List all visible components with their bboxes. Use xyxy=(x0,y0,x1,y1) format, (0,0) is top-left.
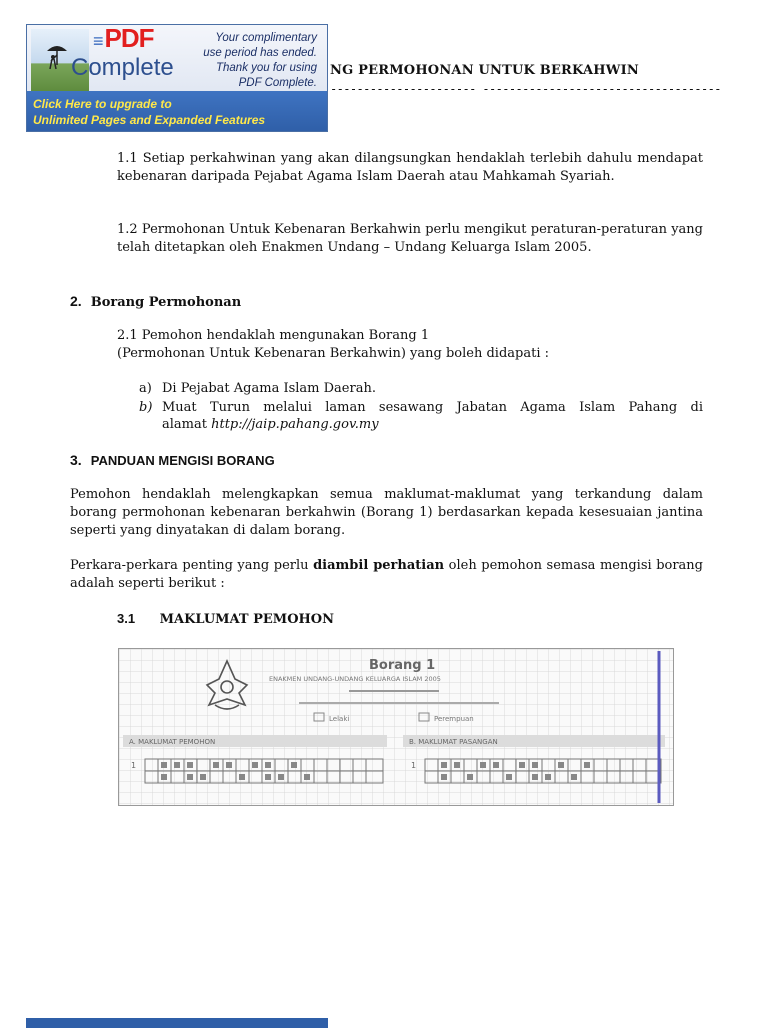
section-b-label: B. MAKLUMAT PASANGAN xyxy=(409,738,498,746)
trial-message-line: PDF Complete. xyxy=(238,77,317,89)
para-text: Perkara-perkara penting yang perlu xyxy=(70,558,314,573)
address-prefix: alamat xyxy=(162,417,212,432)
option-female: Perempuan xyxy=(434,715,474,723)
upgrade-link-line[interactable]: Unlimited Pages and Expanded Features xyxy=(33,113,266,127)
trial-message-line: use period has ended. xyxy=(203,47,317,59)
page-title: NG PERMOHONAN UNTUK BERKAHWIN xyxy=(330,63,639,78)
svg-text:1: 1 xyxy=(411,761,417,770)
borang-1-form-image xyxy=(118,648,674,806)
section-3-heading xyxy=(70,451,275,471)
subsection-3-1-heading xyxy=(117,610,334,629)
underline-right: ------------------------------------ xyxy=(482,82,721,96)
list-marker: b) xyxy=(139,400,153,415)
form-grid-graphic xyxy=(119,649,673,805)
section-3-paragraph-2 xyxy=(70,557,703,593)
list-marker: a) xyxy=(139,381,152,396)
pdf-logo xyxy=(93,24,154,53)
section-number: 3. xyxy=(70,452,82,468)
list-item: Muat Turun melalui laman sesawang Jabatan Agama Islam Pahang di xyxy=(162,400,703,415)
section-2-heading xyxy=(70,292,241,312)
underline-left: ---------------------- xyxy=(330,82,476,96)
section-number: 2. xyxy=(70,293,82,309)
svg-text:1: 1 xyxy=(131,761,137,770)
list-item: Di Pejabat Agama Islam Daerah. xyxy=(162,381,376,396)
upgrade-banner[interactable] xyxy=(26,24,328,132)
item-1-1: 1.1 Setiap perkahwinan yang akan dilangsungkan hendaklah terlebih dahulu mendapat kebenaran daripada Pejabat Agama Islam Daerah atau Mahkamah Syariah. xyxy=(117,151,703,184)
title-underline xyxy=(330,80,721,98)
section-3-paragraph-1: Pemohon hendaklah melengkapkan semua maklumat-maklumat yang terkandung dalam borang permohonan kebenaran berkahwin (Borang 1) berdasarkan kepada kesesuaian jantina seperti yang dinyatakan di dalam borang. xyxy=(70,487,703,538)
form-subtitle: ENAKMEN UNDANG-UNDANG KELUARGA ISLAM 2005 xyxy=(269,675,441,683)
jaip-url-link[interactable]: http://jaip.pahang.gov.my xyxy=(211,417,379,432)
option-male: Lelaki xyxy=(329,715,350,723)
trial-message-line: Thank you for using xyxy=(215,62,317,74)
form-title: Borang 1 xyxy=(369,658,436,673)
subsection-title: MAKLUMAT PEMOHON xyxy=(159,612,335,627)
para-text: oleh pemohon semasa mengisi borang adalah seperti berikut : xyxy=(70,558,704,591)
complete-logo-text: Complete xyxy=(71,54,174,81)
list-item-continuation xyxy=(162,416,379,434)
upgrade-link-line[interactable]: Click Here to upgrade to xyxy=(33,97,172,111)
upgrade-banner-bottom xyxy=(26,1018,328,1028)
subsection-number: 3.1 xyxy=(117,611,136,626)
section-a-label: A. MAKLUMAT PEMOHON xyxy=(129,738,216,746)
upgrade-link[interactable] xyxy=(27,91,327,131)
stack-icon: ≡ xyxy=(93,31,103,51)
item-1-2: 1.2 Permohonan Untuk Kebenaran Berkahwin perlu mengikut peraturan-peraturan yang telah ditetapkan oleh Enakmen Undang – Undang Keluarga Islam 2005. xyxy=(117,222,703,255)
item-2-1-line1: 2.1 Pemohon hendaklah mengunakan Borang 1 xyxy=(117,328,430,343)
trial-message-line: Your complimentary xyxy=(215,32,317,44)
trial-message xyxy=(177,31,317,91)
para-emphasis: diambil perhatian xyxy=(313,558,445,573)
item-2-1-line2: (Permohonan Untuk Kebenaran Berkahwin) yang boleh didapati : xyxy=(117,346,549,361)
pdf-logo-text: PDF xyxy=(104,24,154,53)
section-title: PANDUAN MENGISI BORANG xyxy=(90,453,275,468)
section-title: Borang Permohonan xyxy=(90,295,242,310)
